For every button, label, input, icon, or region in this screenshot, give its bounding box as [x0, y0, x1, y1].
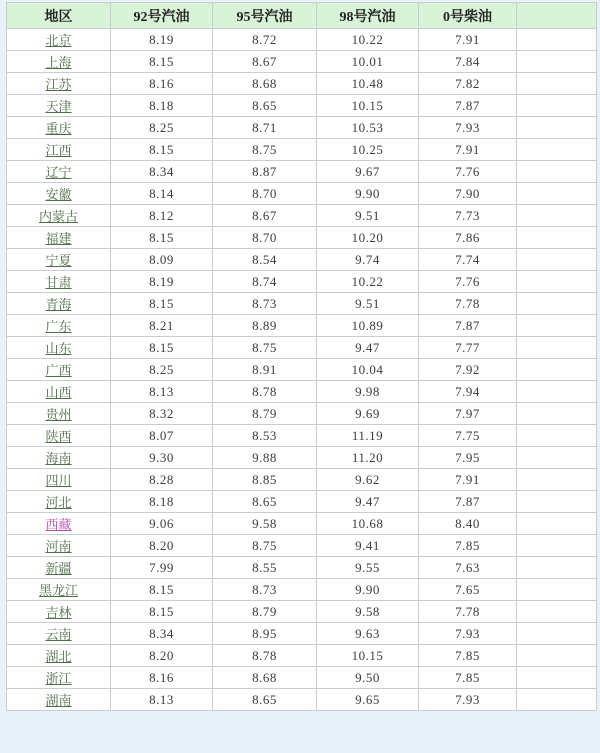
region-link[interactable]: 云南 [45, 627, 72, 642]
price-cell-98: 10.20 [317, 227, 419, 249]
price-cell-92: 8.14 [111, 183, 213, 205]
price-cell-95: 8.75 [213, 139, 317, 161]
price-cell-95: 8.85 [213, 469, 317, 491]
empty-cell [517, 293, 597, 315]
price-cell-98: 10.01 [317, 51, 419, 73]
empty-cell [517, 381, 597, 403]
price-cell-95: 8.53 [213, 425, 317, 447]
price-cell-92: 8.25 [111, 359, 213, 381]
region-link[interactable]: 湖南 [45, 693, 72, 708]
price-cell-95: 8.68 [213, 667, 317, 689]
table-row [7, 117, 597, 139]
fuel-price-table [6, 2, 597, 711]
region-link[interactable]: 宁夏 [45, 253, 72, 268]
table-row [7, 359, 597, 381]
price-cell-95: 8.71 [213, 117, 317, 139]
region-link[interactable]: 河南 [45, 539, 72, 554]
table-row [7, 645, 597, 667]
header-row [7, 3, 597, 29]
empty-cell [517, 689, 597, 711]
price-cell-98: 9.55 [317, 557, 419, 579]
price-cell-95: 9.58 [213, 513, 317, 535]
region-cell [7, 601, 111, 623]
price-cell-92: 8.15 [111, 139, 213, 161]
price-cell-98: 10.53 [317, 117, 419, 139]
column-header-95-gasoline: 95号汽油 [213, 3, 317, 29]
region-link[interactable]: 江西 [45, 143, 72, 158]
price-cell-92: 8.18 [111, 491, 213, 513]
region-link[interactable]: 海南 [45, 451, 72, 466]
price-cell-0-diesel: 7.86 [419, 227, 517, 249]
column-header-empty [517, 3, 597, 29]
table-row [7, 579, 597, 601]
price-cell-0-diesel: 7.90 [419, 183, 517, 205]
price-cell-95: 8.54 [213, 249, 317, 271]
price-cell-98: 10.22 [317, 29, 419, 51]
empty-cell [517, 513, 597, 535]
price-cell-98: 9.74 [317, 249, 419, 271]
region-link[interactable]: 北京 [45, 33, 72, 48]
table-row [7, 227, 597, 249]
price-cell-0-diesel: 8.40 [419, 513, 517, 535]
price-cell-92: 7.99 [111, 557, 213, 579]
table-row [7, 601, 597, 623]
table-row [7, 161, 597, 183]
region-cell [7, 161, 111, 183]
price-cell-92: 8.18 [111, 95, 213, 117]
region-link[interactable]: 浙江 [45, 671, 72, 686]
table-row [7, 381, 597, 403]
region-link[interactable]: 广西 [45, 363, 72, 378]
table-row [7, 689, 597, 711]
price-cell-92: 8.15 [111, 579, 213, 601]
price-cell-0-diesel: 7.93 [419, 623, 517, 645]
price-cell-98: 10.89 [317, 315, 419, 337]
price-cell-98: 9.67 [317, 161, 419, 183]
region-link[interactable]: 广东 [45, 319, 72, 334]
empty-cell [517, 315, 597, 337]
region-cell [7, 29, 111, 51]
price-cell-0-diesel: 7.82 [419, 73, 517, 95]
region-cell [7, 447, 111, 469]
table-row [7, 205, 597, 227]
price-cell-0-diesel: 7.91 [419, 139, 517, 161]
price-cell-98: 9.51 [317, 205, 419, 227]
empty-cell [517, 29, 597, 51]
table-row [7, 447, 597, 469]
table-row [7, 535, 597, 557]
price-cell-0-diesel: 7.93 [419, 117, 517, 139]
table-row [7, 667, 597, 689]
price-cell-98: 10.68 [317, 513, 419, 535]
price-cell-92: 9.30 [111, 447, 213, 469]
region-link[interactable]: 青海 [45, 297, 72, 312]
table-row [7, 249, 597, 271]
price-cell-95: 8.87 [213, 161, 317, 183]
price-cell-95: 8.70 [213, 227, 317, 249]
empty-cell [517, 579, 597, 601]
price-cell-98: 9.98 [317, 381, 419, 403]
region-cell [7, 535, 111, 557]
price-cell-0-diesel: 7.85 [419, 535, 517, 557]
region-cell [7, 271, 111, 293]
price-cell-95: 8.89 [213, 315, 317, 337]
region-cell [7, 183, 111, 205]
empty-cell [517, 337, 597, 359]
region-link[interactable]: 内蒙古 [38, 209, 78, 224]
empty-cell [517, 667, 597, 689]
price-cell-95: 8.70 [213, 183, 317, 205]
price-cell-92: 8.12 [111, 205, 213, 227]
region-link[interactable]: 山西 [45, 385, 72, 400]
table-row [7, 469, 597, 491]
empty-cell [517, 205, 597, 227]
table-row [7, 271, 597, 293]
price-cell-92: 8.15 [111, 227, 213, 249]
region-link[interactable]: 上海 [45, 55, 72, 70]
price-cell-92: 8.28 [111, 469, 213, 491]
price-cell-0-diesel: 7.78 [419, 293, 517, 315]
empty-cell [517, 51, 597, 73]
price-cell-98: 9.58 [317, 601, 419, 623]
price-cell-95: 8.95 [213, 623, 317, 645]
region-cell [7, 73, 111, 95]
price-cell-95: 8.65 [213, 95, 317, 117]
price-cell-92: 8.32 [111, 403, 213, 425]
region-link[interactable]: 新疆 [45, 561, 72, 576]
price-cell-92: 8.19 [111, 29, 213, 51]
region-link[interactable]: 湖北 [45, 649, 72, 664]
price-cell-95: 8.75 [213, 535, 317, 557]
region-cell [7, 403, 111, 425]
price-cell-95: 9.88 [213, 447, 317, 469]
table-row [7, 139, 597, 161]
table-row [7, 51, 597, 73]
price-cell-98: 9.41 [317, 535, 419, 557]
region-link[interactable]: 陕西 [45, 429, 72, 444]
region-cell [7, 557, 111, 579]
price-cell-0-diesel: 7.95 [419, 447, 517, 469]
price-cell-95: 8.73 [213, 293, 317, 315]
price-cell-98: 9.47 [317, 491, 419, 513]
price-cell-92: 8.34 [111, 623, 213, 645]
region-cell [7, 139, 111, 161]
region-link[interactable]: 天津 [45, 99, 72, 114]
column-header-region: 地区 [7, 3, 111, 29]
price-cell-92: 8.21 [111, 315, 213, 337]
price-cell-98: 11.20 [317, 447, 419, 469]
region-link[interactable]: 河北 [45, 495, 72, 510]
price-cell-95: 8.79 [213, 601, 317, 623]
price-cell-0-diesel: 7.94 [419, 381, 517, 403]
table-row [7, 183, 597, 205]
price-cell-98: 9.65 [317, 689, 419, 711]
empty-cell [517, 271, 597, 293]
price-cell-98: 9.90 [317, 183, 419, 205]
table-row [7, 73, 597, 95]
price-cell-0-diesel: 7.91 [419, 29, 517, 51]
price-cell-0-diesel: 7.91 [419, 469, 517, 491]
region-cell [7, 645, 111, 667]
column-header-98-gasoline: 98号汽油 [317, 3, 419, 29]
price-cell-98: 9.90 [317, 579, 419, 601]
price-cell-95: 8.78 [213, 645, 317, 667]
region-link[interactable]: 吉林 [45, 605, 72, 620]
price-cell-92: 8.20 [111, 645, 213, 667]
region-link[interactable]: 黑龙江 [38, 583, 78, 598]
table-row [7, 337, 597, 359]
price-cell-95: 8.55 [213, 557, 317, 579]
empty-cell [517, 95, 597, 117]
empty-cell [517, 403, 597, 425]
empty-cell [517, 535, 597, 557]
price-cell-92: 8.09 [111, 249, 213, 271]
region-cell [7, 51, 111, 73]
region-link[interactable]: 甘肃 [45, 275, 72, 290]
region-cell [7, 337, 111, 359]
table-row [7, 513, 597, 535]
price-cell-0-diesel: 7.85 [419, 667, 517, 689]
region-cell [7, 293, 111, 315]
price-cell-0-diesel: 7.73 [419, 205, 517, 227]
price-cell-92: 8.13 [111, 689, 213, 711]
region-cell [7, 227, 111, 249]
price-cell-0-diesel: 7.76 [419, 161, 517, 183]
region-cell [7, 689, 111, 711]
price-cell-98: 11.19 [317, 425, 419, 447]
price-cell-95: 8.68 [213, 73, 317, 95]
price-cell-98: 9.50 [317, 667, 419, 689]
region-cell [7, 95, 111, 117]
fuel-price-table-container [6, 2, 597, 711]
price-cell-0-diesel: 7.87 [419, 315, 517, 337]
price-cell-98: 9.47 [317, 337, 419, 359]
price-cell-92: 8.34 [111, 161, 213, 183]
price-cell-92: 8.16 [111, 73, 213, 95]
empty-cell [517, 557, 597, 579]
region-cell [7, 623, 111, 645]
empty-cell [517, 183, 597, 205]
region-cell [7, 359, 111, 381]
price-cell-95: 8.75 [213, 337, 317, 359]
price-cell-92: 8.07 [111, 425, 213, 447]
empty-cell [517, 73, 597, 95]
region-cell [7, 469, 111, 491]
price-cell-95: 8.65 [213, 689, 317, 711]
region-cell [7, 579, 111, 601]
price-cell-92: 8.15 [111, 293, 213, 315]
price-cell-95: 8.79 [213, 403, 317, 425]
table-row [7, 623, 597, 645]
region-cell [7, 315, 111, 337]
empty-cell [517, 491, 597, 513]
empty-cell [517, 139, 597, 161]
price-cell-0-diesel: 7.87 [419, 491, 517, 513]
price-cell-92: 8.19 [111, 271, 213, 293]
price-cell-98: 9.62 [317, 469, 419, 491]
column-header-92-gasoline: 92号汽油 [111, 3, 213, 29]
price-cell-95: 8.74 [213, 271, 317, 293]
price-cell-0-diesel: 7.63 [419, 557, 517, 579]
empty-cell [517, 447, 597, 469]
price-cell-0-diesel: 7.87 [419, 95, 517, 117]
price-cell-95: 8.67 [213, 205, 317, 227]
table-row [7, 403, 597, 425]
price-cell-98: 10.48 [317, 73, 419, 95]
price-cell-0-diesel: 7.76 [419, 271, 517, 293]
price-cell-98: 10.25 [317, 139, 419, 161]
price-cell-98: 10.22 [317, 271, 419, 293]
region-link[interactable]: 安徽 [45, 187, 72, 202]
price-cell-92: 9.06 [111, 513, 213, 535]
region-link[interactable]: 贵州 [45, 407, 72, 422]
table-row [7, 491, 597, 513]
table-row [7, 425, 597, 447]
price-cell-0-diesel: 7.65 [419, 579, 517, 601]
empty-cell [517, 623, 597, 645]
region-cell [7, 381, 111, 403]
region-link[interactable]: 江苏 [45, 77, 72, 92]
empty-cell [517, 249, 597, 271]
region-cell [7, 117, 111, 139]
empty-cell [517, 161, 597, 183]
empty-cell [517, 359, 597, 381]
table-row [7, 315, 597, 337]
price-cell-95: 8.72 [213, 29, 317, 51]
region-cell [7, 205, 111, 227]
empty-cell [517, 469, 597, 491]
region-link[interactable]: 四川 [45, 473, 72, 488]
price-cell-95: 8.65 [213, 491, 317, 513]
price-cell-0-diesel: 7.77 [419, 337, 517, 359]
region-link[interactable]: 重庆 [45, 121, 72, 136]
price-cell-92: 8.16 [111, 667, 213, 689]
price-cell-92: 8.15 [111, 337, 213, 359]
empty-cell [517, 601, 597, 623]
price-cell-98: 10.15 [317, 95, 419, 117]
price-cell-0-diesel: 7.93 [419, 689, 517, 711]
price-cell-98: 9.51 [317, 293, 419, 315]
price-cell-92: 8.15 [111, 601, 213, 623]
region-cell [7, 491, 111, 513]
price-cell-92: 8.25 [111, 117, 213, 139]
price-cell-92: 8.20 [111, 535, 213, 557]
region-link[interactable]: 山东 [45, 341, 72, 356]
price-cell-0-diesel: 7.75 [419, 425, 517, 447]
price-cell-0-diesel: 7.92 [419, 359, 517, 381]
region-link[interactable]: 福建 [45, 231, 72, 246]
empty-cell [517, 227, 597, 249]
price-cell-0-diesel: 7.84 [419, 51, 517, 73]
empty-cell [517, 425, 597, 447]
table-row [7, 29, 597, 51]
price-cell-95: 8.73 [213, 579, 317, 601]
price-cell-0-diesel: 7.78 [419, 601, 517, 623]
region-cell [7, 425, 111, 447]
empty-cell [517, 645, 597, 667]
price-cell-0-diesel: 7.85 [419, 645, 517, 667]
price-cell-98: 10.04 [317, 359, 419, 381]
column-header-0-diesel: 0号柴油 [419, 3, 517, 29]
table-row [7, 293, 597, 315]
price-cell-95: 8.91 [213, 359, 317, 381]
price-cell-0-diesel: 7.97 [419, 403, 517, 425]
price-cell-98: 9.69 [317, 403, 419, 425]
table-row [7, 557, 597, 579]
empty-cell [517, 117, 597, 139]
price-cell-95: 8.78 [213, 381, 317, 403]
region-cell [7, 667, 111, 689]
price-cell-95: 8.67 [213, 51, 317, 73]
price-cell-98: 9.63 [317, 623, 419, 645]
region-cell [7, 249, 111, 271]
price-cell-0-diesel: 7.74 [419, 249, 517, 271]
table-row [7, 95, 597, 117]
price-cell-98: 10.15 [317, 645, 419, 667]
region-link[interactable]: 辽宁 [45, 165, 72, 180]
region-cell [7, 513, 111, 535]
price-cell-92: 8.15 [111, 51, 213, 73]
region-link[interactable]: 西藏 [45, 517, 72, 532]
price-cell-92: 8.13 [111, 381, 213, 403]
